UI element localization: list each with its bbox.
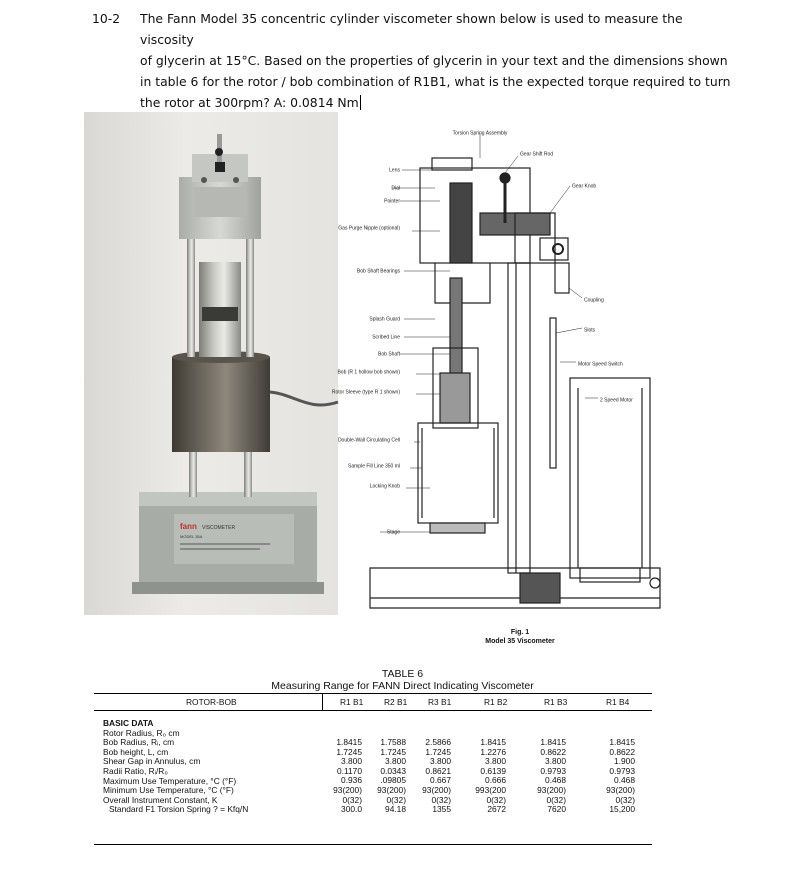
problem-text[interactable]: [140, 8, 740, 113]
table-cell: 0.8621: [425, 765, 451, 776]
table-cell: 93(200): [333, 784, 362, 795]
diagram-callout: Stage: [386, 529, 400, 536]
table-caption: Measuring Range for FANN Direct Indicating Viscometer: [271, 680, 534, 692]
row-labels: [103, 719, 248, 815]
diagram-callout: Gear Knob: [572, 183, 597, 190]
problem-line: of glycerin at 15°C. Based on the properties of glycerin in your text and the dimensions shown: [140, 53, 728, 68]
table-cell: 993(200: [475, 784, 506, 795]
table-cell: 1.7245: [380, 746, 406, 757]
diagram-callout: Splash Guard: [369, 316, 400, 323]
table-cell: 1.2276: [480, 746, 506, 757]
column-header: R1 B4: [606, 697, 630, 707]
diagram-callout: Bob (R 1 hollow bob shown): [337, 369, 400, 376]
diagram-callout: Sample Fill Line 350 ml: [348, 463, 400, 470]
problem-line: in table 6 for the rotor / bob combination of R1B1, what is the expected torque required to turn: [140, 74, 731, 89]
diagram-callout: Scribed Line: [372, 334, 400, 341]
cross-section-drawing: [331, 128, 670, 628]
table-cell: 0.468: [614, 775, 635, 786]
table-cell: 0(32): [546, 794, 566, 805]
diagram-callout: Gear Shift Rod: [520, 151, 554, 158]
figure-title: Model 35 Viscometer: [485, 638, 555, 645]
figure-number: Fig. 1: [510, 629, 530, 636]
table-cell: 0.666: [485, 775, 506, 786]
table-cell: 0.936: [341, 775, 362, 786]
table-cell: 0(32): [342, 794, 362, 805]
problem-line: the rotor at 300rpm? A: 0.0814 Nm: [140, 95, 359, 110]
table-header-row: [94, 694, 652, 711]
data-column: [391, 738, 451, 815]
corner-header: ROTOR-BOB: [186, 697, 237, 707]
table-cell: 93(200): [606, 784, 635, 795]
row-label: Radii Ratio, Rᵢ/R₀: [103, 765, 168, 776]
diagram-callout: Slots: [584, 327, 596, 334]
table-cell: 0.1170: [337, 765, 362, 776]
row-label: Shear Gap in Annulus, cm: [103, 756, 201, 767]
diagram-callout: Locking Knob: [369, 483, 400, 490]
diagram-callout: Gas Purge Nipple (optional): [338, 225, 400, 232]
measuring-range-table: [94, 693, 652, 845]
column-header: R1 B1: [340, 697, 364, 707]
table-cell: 94.18: [385, 804, 406, 815]
table-cell: 1.8415: [609, 737, 635, 747]
table-cell: 0(32): [431, 794, 451, 805]
viscometer-photo: [84, 112, 338, 615]
column-header: R1 B2: [484, 697, 508, 707]
model-label: MODEL 35A: [180, 534, 203, 539]
diagram-callout: Bob Shaft: [378, 351, 400, 358]
table-cell: 15,200: [609, 804, 635, 815]
brand-label: VISCOMETER: [202, 525, 236, 531]
table-cell: 3.800: [430, 756, 451, 767]
table-number: TABLE 6: [381, 668, 424, 680]
diagram-callout: Motor Speed Switch: [578, 361, 623, 368]
table-cell: 0(32): [615, 794, 635, 805]
row-label: Bob height, L, cm: [103, 746, 169, 757]
table-cell: 0.9793: [540, 765, 566, 776]
table-cell: 2.5866: [425, 737, 451, 747]
table-cell: 0.9793: [609, 765, 635, 776]
table-cell: 3.800: [341, 756, 362, 767]
row-label: Minimum Use Temperature, °C (°F): [103, 785, 234, 796]
table-cell: 1.8415: [480, 737, 506, 747]
table-cell: 93(200): [422, 784, 451, 795]
table-cell: 0.8622: [540, 746, 566, 757]
row-label: Bob Radius, Rᵢ, cm: [103, 737, 175, 748]
column-header: R2 B1: [384, 697, 408, 707]
diagram-callout: Dial: [391, 185, 400, 192]
table-cell: 1.7245: [336, 746, 362, 757]
table-cell: 93(200): [377, 784, 406, 795]
brand-logo: fann: [180, 522, 197, 531]
table-cell: 2672: [487, 804, 506, 815]
data-column: [575, 738, 635, 815]
table-cell: 3.800: [385, 756, 406, 767]
table-cell: 0.6139: [480, 765, 506, 776]
viscometer-cross-section-diagram: [331, 128, 670, 658]
table-cell: 1.7588: [380, 737, 406, 747]
diagram-callout: Pointer: [384, 198, 400, 205]
column-header: R1 B3: [544, 697, 568, 707]
diagram-callout: Coupling: [584, 297, 604, 304]
table-cell: 1355: [432, 804, 451, 815]
diagram-callout: 2 Speed Motor: [600, 397, 633, 404]
text-cursor: [360, 95, 361, 110]
diagram-callout: Bob Shaft Bearings: [356, 268, 400, 275]
diagram-callout: Lens: [389, 167, 400, 174]
viscometer-photo-drawing: [84, 112, 338, 615]
diagram-callout: Rotor Sleeve (type R 1 shown): [331, 389, 400, 396]
table-cell: 0(32): [486, 794, 506, 805]
table-cell: 1.900: [614, 756, 635, 767]
table-cell: 300.0: [341, 804, 362, 815]
table-cell: 0(32): [386, 794, 406, 805]
row-label: Overall Instrument Constant, K: [103, 794, 218, 805]
problem-line: The Fann Model 35 concentric cylinder viscometer shown below is used to measure the viscosity: [140, 11, 683, 47]
table-cell: 0.667: [430, 775, 451, 786]
table-title: [0, 668, 805, 692]
table-cell: 0.468: [545, 775, 566, 786]
diagram-callout: Double-Wall Circulating Cell: [337, 437, 400, 444]
table-cell: .09805: [380, 775, 406, 786]
data-column: [446, 738, 506, 815]
row-label: Rotor Radius, R₀ cm: [103, 727, 180, 738]
table-cell: 0.0343: [380, 765, 406, 776]
table-cell: 7620: [547, 804, 566, 815]
data-column: [506, 738, 566, 815]
table-cell: 93(200): [537, 784, 566, 795]
table-cell: 0.8622: [609, 746, 635, 757]
table-cell: 3.800: [545, 756, 566, 767]
table-cell: 1.7245: [425, 746, 451, 757]
table-cell: 1.8415: [540, 737, 566, 747]
table-cell: 3.800: [485, 756, 506, 767]
section-label: BASIC DATA: [103, 718, 154, 728]
row-label: Maximum Use Temperature, °C (°F): [103, 775, 237, 786]
figure-caption: [460, 628, 580, 646]
diagram-callout: Torsion Spring Assembly: [452, 130, 508, 137]
column-header: R3 B1: [428, 697, 452, 707]
table-cell: 1.8415: [336, 737, 362, 747]
row-label: Standard F1 Torsion Spring ? = Kfq/N: [109, 804, 249, 815]
problem-number: 10-2: [92, 11, 121, 26]
